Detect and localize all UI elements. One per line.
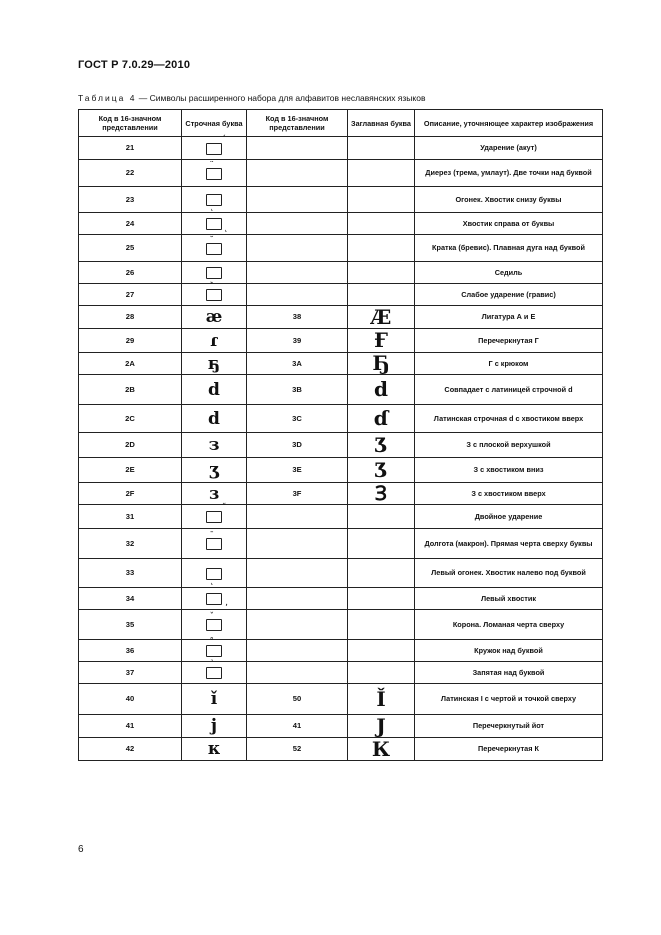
- cell-uppercase: [348, 588, 415, 610]
- cell-uppercase: [348, 353, 415, 375]
- cell-uppercase: [348, 483, 415, 505]
- cell-code-lower: 2F: [79, 483, 182, 505]
- cell-code-lower: 42: [79, 738, 182, 761]
- cell-lowercase: [182, 375, 247, 405]
- cell-code-lower: 23: [79, 187, 182, 213]
- cell-code-upper: [247, 187, 348, 213]
- lowercase-glyph: ǐ: [210, 689, 218, 709]
- cell-lowercase: [182, 137, 247, 160]
- cell-code-lower: 21: [79, 137, 182, 160]
- lowercase-glyph: з: [208, 435, 220, 455]
- cell-lowercase: [182, 505, 247, 529]
- cell-description: Корона. Ломаная черта сверху: [415, 610, 603, 640]
- cell-lowercase: [182, 715, 247, 738]
- cell-code-lower: 31: [79, 505, 182, 529]
- table-row: [79, 715, 603, 738]
- table-row: [79, 738, 603, 761]
- cell-lowercase: [182, 458, 247, 483]
- placeholder-box-icon: [206, 168, 222, 180]
- table-row: [79, 353, 603, 375]
- table-row: [79, 306, 603, 329]
- cell-code-upper: 52: [247, 738, 348, 761]
- cell-uppercase: [348, 610, 415, 640]
- table-row: [79, 405, 603, 433]
- cell-uppercase: [348, 529, 415, 559]
- table-row: [79, 262, 603, 284]
- cell-lowercase: [182, 610, 247, 640]
- cell-lowercase: [182, 306, 247, 329]
- cell-description: Долгота (макрон). Прямая черта сверху буквы: [415, 529, 603, 559]
- cell-uppercase: [348, 433, 415, 458]
- cell-uppercase: [348, 662, 415, 684]
- cell-lowercase: [182, 662, 247, 684]
- table-row: [79, 684, 603, 715]
- cell-code-upper: 39: [247, 329, 348, 353]
- cell-code-upper: 38: [247, 306, 348, 329]
- page-number: 6: [78, 844, 84, 855]
- table-row: [79, 235, 603, 262]
- cell-code-upper: [247, 529, 348, 559]
- cell-lowercase: [182, 483, 247, 505]
- placeholder-box-icon: [206, 619, 222, 631]
- cell-code-upper: [247, 662, 348, 684]
- lowercase-glyph: ҕ: [207, 353, 221, 374]
- table-row: [79, 505, 603, 529]
- cell-description: Лигатура А и Е: [415, 306, 603, 329]
- cell-lowercase: [182, 160, 247, 187]
- document-header: ГОСТ Р 7.0.29—2010: [78, 59, 191, 71]
- cell-lowercase: [182, 262, 247, 284]
- cell-description: З с хвостиком вниз: [415, 458, 603, 483]
- placeholder-box-icon: [206, 538, 222, 550]
- table-row: [79, 160, 603, 187]
- cell-lowercase: [182, 640, 247, 662]
- header-uppercase: Заглавная буква: [348, 110, 415, 137]
- cell-uppercase: [348, 284, 415, 306]
- table-row: [79, 610, 603, 640]
- cell-code-lower: 33: [79, 559, 182, 588]
- cell-code-upper: [247, 284, 348, 306]
- cell-code-upper: 41: [247, 715, 348, 738]
- cell-uppercase: [348, 505, 415, 529]
- uppercase-glyph: Ʒ: [374, 432, 388, 457]
- uppercase-glyph: Ј: [376, 713, 386, 738]
- cell-description: Совпадает с латиницей строчной d: [415, 375, 603, 405]
- cell-lowercase: [182, 187, 247, 213]
- cell-uppercase: [348, 715, 415, 738]
- cell-description: Кружок над буквой: [415, 640, 603, 662]
- cell-lowercase: [182, 213, 247, 235]
- table-row: [79, 559, 603, 588]
- uppercase-glyph: Ҕ: [372, 351, 390, 376]
- cell-description: Перечеркнутый йот: [415, 715, 603, 738]
- placeholder-box-icon: [206, 568, 222, 580]
- cell-code-upper: [247, 559, 348, 588]
- placeholder-box-icon: [206, 243, 222, 255]
- table-row: [79, 662, 603, 684]
- uppercase-glyph: Ʒ: [374, 457, 388, 482]
- cell-code-upper: 3B: [247, 375, 348, 405]
- cell-code-upper: [247, 505, 348, 529]
- cell-description: Г с крюком: [415, 353, 603, 375]
- table-row: [79, 458, 603, 483]
- header-lowercase: Строчная буква: [182, 110, 247, 137]
- cell-code-lower: 25: [79, 235, 182, 262]
- cell-lowercase: [182, 738, 247, 761]
- table-row: [79, 588, 603, 610]
- cell-code-lower: 2B: [79, 375, 182, 405]
- cell-description: Диерез (трема, умлаут). Две точки над буквой: [415, 160, 603, 187]
- cell-description: Перечеркнутая К: [415, 738, 603, 761]
- cell-uppercase: [348, 375, 415, 405]
- cell-code-upper: [247, 610, 348, 640]
- cell-code-upper: 3D: [247, 433, 348, 458]
- cell-code-lower: 41: [79, 715, 182, 738]
- cell-code-lower: 2A: [79, 353, 182, 375]
- table-row: [79, 284, 603, 306]
- cell-lowercase: [182, 433, 247, 458]
- uppercase-glyph: ɗ: [373, 406, 389, 431]
- table-row: [79, 329, 603, 353]
- cell-code-lower: 35: [79, 610, 182, 640]
- placeholder-box-icon: [206, 645, 222, 657]
- uppercase-glyph: Æ: [370, 304, 392, 329]
- table-row: [79, 137, 603, 160]
- cell-code-lower: 2C: [79, 405, 182, 433]
- lowercase-glyph: ɜ: [209, 483, 219, 504]
- placeholder-box-icon: [206, 667, 222, 679]
- cell-description: Запятая над буквой: [415, 662, 603, 684]
- cell-uppercase: [348, 684, 415, 715]
- cell-description: Левый хвостик: [415, 588, 603, 610]
- lowercase-glyph: æ: [205, 307, 223, 327]
- cell-lowercase: [182, 235, 247, 262]
- table-row: [79, 433, 603, 458]
- lowercase-glyph: к: [207, 739, 221, 759]
- cell-description: З с хвостиком вверх: [415, 483, 603, 505]
- cell-uppercase: [348, 306, 415, 329]
- cell-code-lower: 28: [79, 306, 182, 329]
- cell-code-upper: 3E: [247, 458, 348, 483]
- diacritic-mark: ,: [225, 598, 228, 609]
- lowercase-glyph: ɾ: [210, 330, 218, 351]
- cell-code-lower: 27: [79, 284, 182, 306]
- cell-code-upper: [247, 262, 348, 284]
- cell-code-lower: 37: [79, 662, 182, 684]
- cell-uppercase: [348, 187, 415, 213]
- cell-description: З с плоской верхушкой: [415, 433, 603, 458]
- cell-lowercase: [182, 684, 247, 715]
- cell-description: Хвостик справа от буквы: [415, 213, 603, 235]
- cell-uppercase: [348, 458, 415, 483]
- cell-code-lower: 32: [79, 529, 182, 559]
- cell-lowercase: [182, 588, 247, 610]
- table-row: [79, 187, 603, 213]
- uppercase-glyph: d: [374, 377, 388, 402]
- cell-uppercase: [348, 329, 415, 353]
- placeholder-box-icon: [206, 593, 228, 609]
- cell-code-lower: 2E: [79, 458, 182, 483]
- lowercase-glyph: ј: [210, 716, 218, 736]
- cell-description: Латинская I с чертой и точкой сверху: [415, 684, 603, 715]
- cell-code-lower: 29: [79, 329, 182, 353]
- placeholder-box-icon: [206, 511, 222, 523]
- cell-lowercase: [182, 405, 247, 433]
- cell-lowercase: [182, 559, 247, 588]
- cell-code-upper: 3A: [247, 353, 348, 375]
- cell-uppercase: [348, 213, 415, 235]
- cell-code-upper: 50: [247, 684, 348, 715]
- cell-description: Слабое ударение (гравис): [415, 284, 603, 306]
- cell-code-upper: [247, 235, 348, 262]
- cell-uppercase: [348, 640, 415, 662]
- cell-lowercase: [182, 284, 247, 306]
- header-code-upper: Код в 16-значном представлении: [247, 110, 348, 137]
- cell-code-upper: [247, 640, 348, 662]
- cell-lowercase: [182, 329, 247, 353]
- cell-uppercase: [348, 559, 415, 588]
- header-description: Описание, уточняющее характер изображения: [415, 110, 603, 137]
- symbols-table: [78, 109, 603, 761]
- cell-code-upper: 3C: [247, 405, 348, 433]
- table-row: [79, 213, 603, 235]
- uppercase-glyph: Ғ: [374, 328, 388, 353]
- caption-text: — Символы расширенного набора для алфавитов неславянских языков: [136, 93, 426, 103]
- placeholder-box-icon: [206, 143, 222, 155]
- table-caption: [78, 93, 425, 103]
- cell-code-upper: 3F: [247, 483, 348, 505]
- cell-code-upper: [247, 160, 348, 187]
- cell-description: Ударение (акут): [415, 137, 603, 160]
- placeholder-box-icon: [206, 267, 222, 279]
- placeholder-box-icon: [206, 218, 222, 230]
- uppercase-glyph: Ɜ: [375, 481, 387, 506]
- table-header-row: [79, 110, 603, 137]
- table-row: [79, 640, 603, 662]
- cell-description: Латинская строчная d с хвостиком вверх: [415, 405, 603, 433]
- cell-code-upper: [247, 137, 348, 160]
- cell-uppercase: [348, 160, 415, 187]
- cell-code-upper: [247, 213, 348, 235]
- uppercase-glyph: К: [371, 736, 391, 761]
- cell-code-lower: 2D: [79, 433, 182, 458]
- cell-uppercase: [348, 262, 415, 284]
- cell-description: Левый огонек. Хвостик налево под буквой: [415, 559, 603, 588]
- table-row: [79, 483, 603, 505]
- cell-uppercase: [348, 738, 415, 761]
- cell-code-lower: 22: [79, 160, 182, 187]
- cell-uppercase: [348, 137, 415, 160]
- cell-description: Седиль: [415, 262, 603, 284]
- placeholder-box-icon: [206, 194, 222, 206]
- cell-description: Перечеркнутая Г: [415, 329, 603, 353]
- lowercase-glyph: d: [208, 379, 220, 400]
- cell-uppercase: [348, 235, 415, 262]
- placeholder-box-icon: [206, 289, 222, 301]
- cell-code-lower: 34: [79, 588, 182, 610]
- lowercase-glyph: d: [208, 408, 220, 429]
- cell-code-upper: [247, 588, 348, 610]
- table-row: [79, 529, 603, 559]
- cell-description: Огонек. Хвостик снизу буквы: [415, 187, 603, 213]
- header-code-lower: Код в 16-значном представлении: [79, 110, 182, 137]
- cell-code-lower: 36: [79, 640, 182, 662]
- uppercase-glyph: Ǐ: [376, 686, 386, 711]
- cell-lowercase: [182, 353, 247, 375]
- cell-uppercase: [348, 405, 415, 433]
- cell-code-lower: 40: [79, 684, 182, 715]
- cell-lowercase: [182, 529, 247, 559]
- lowercase-glyph: ʒ: [209, 460, 219, 480]
- caption-label: Таблица 4: [78, 93, 137, 103]
- cell-code-lower: 24: [79, 213, 182, 235]
- cell-description: Кратка (бревис). Плавная дуга над буквой: [415, 235, 603, 262]
- cell-description: Двойное ударение: [415, 505, 603, 529]
- table-row: [79, 375, 603, 405]
- cell-code-lower: 26: [79, 262, 182, 284]
